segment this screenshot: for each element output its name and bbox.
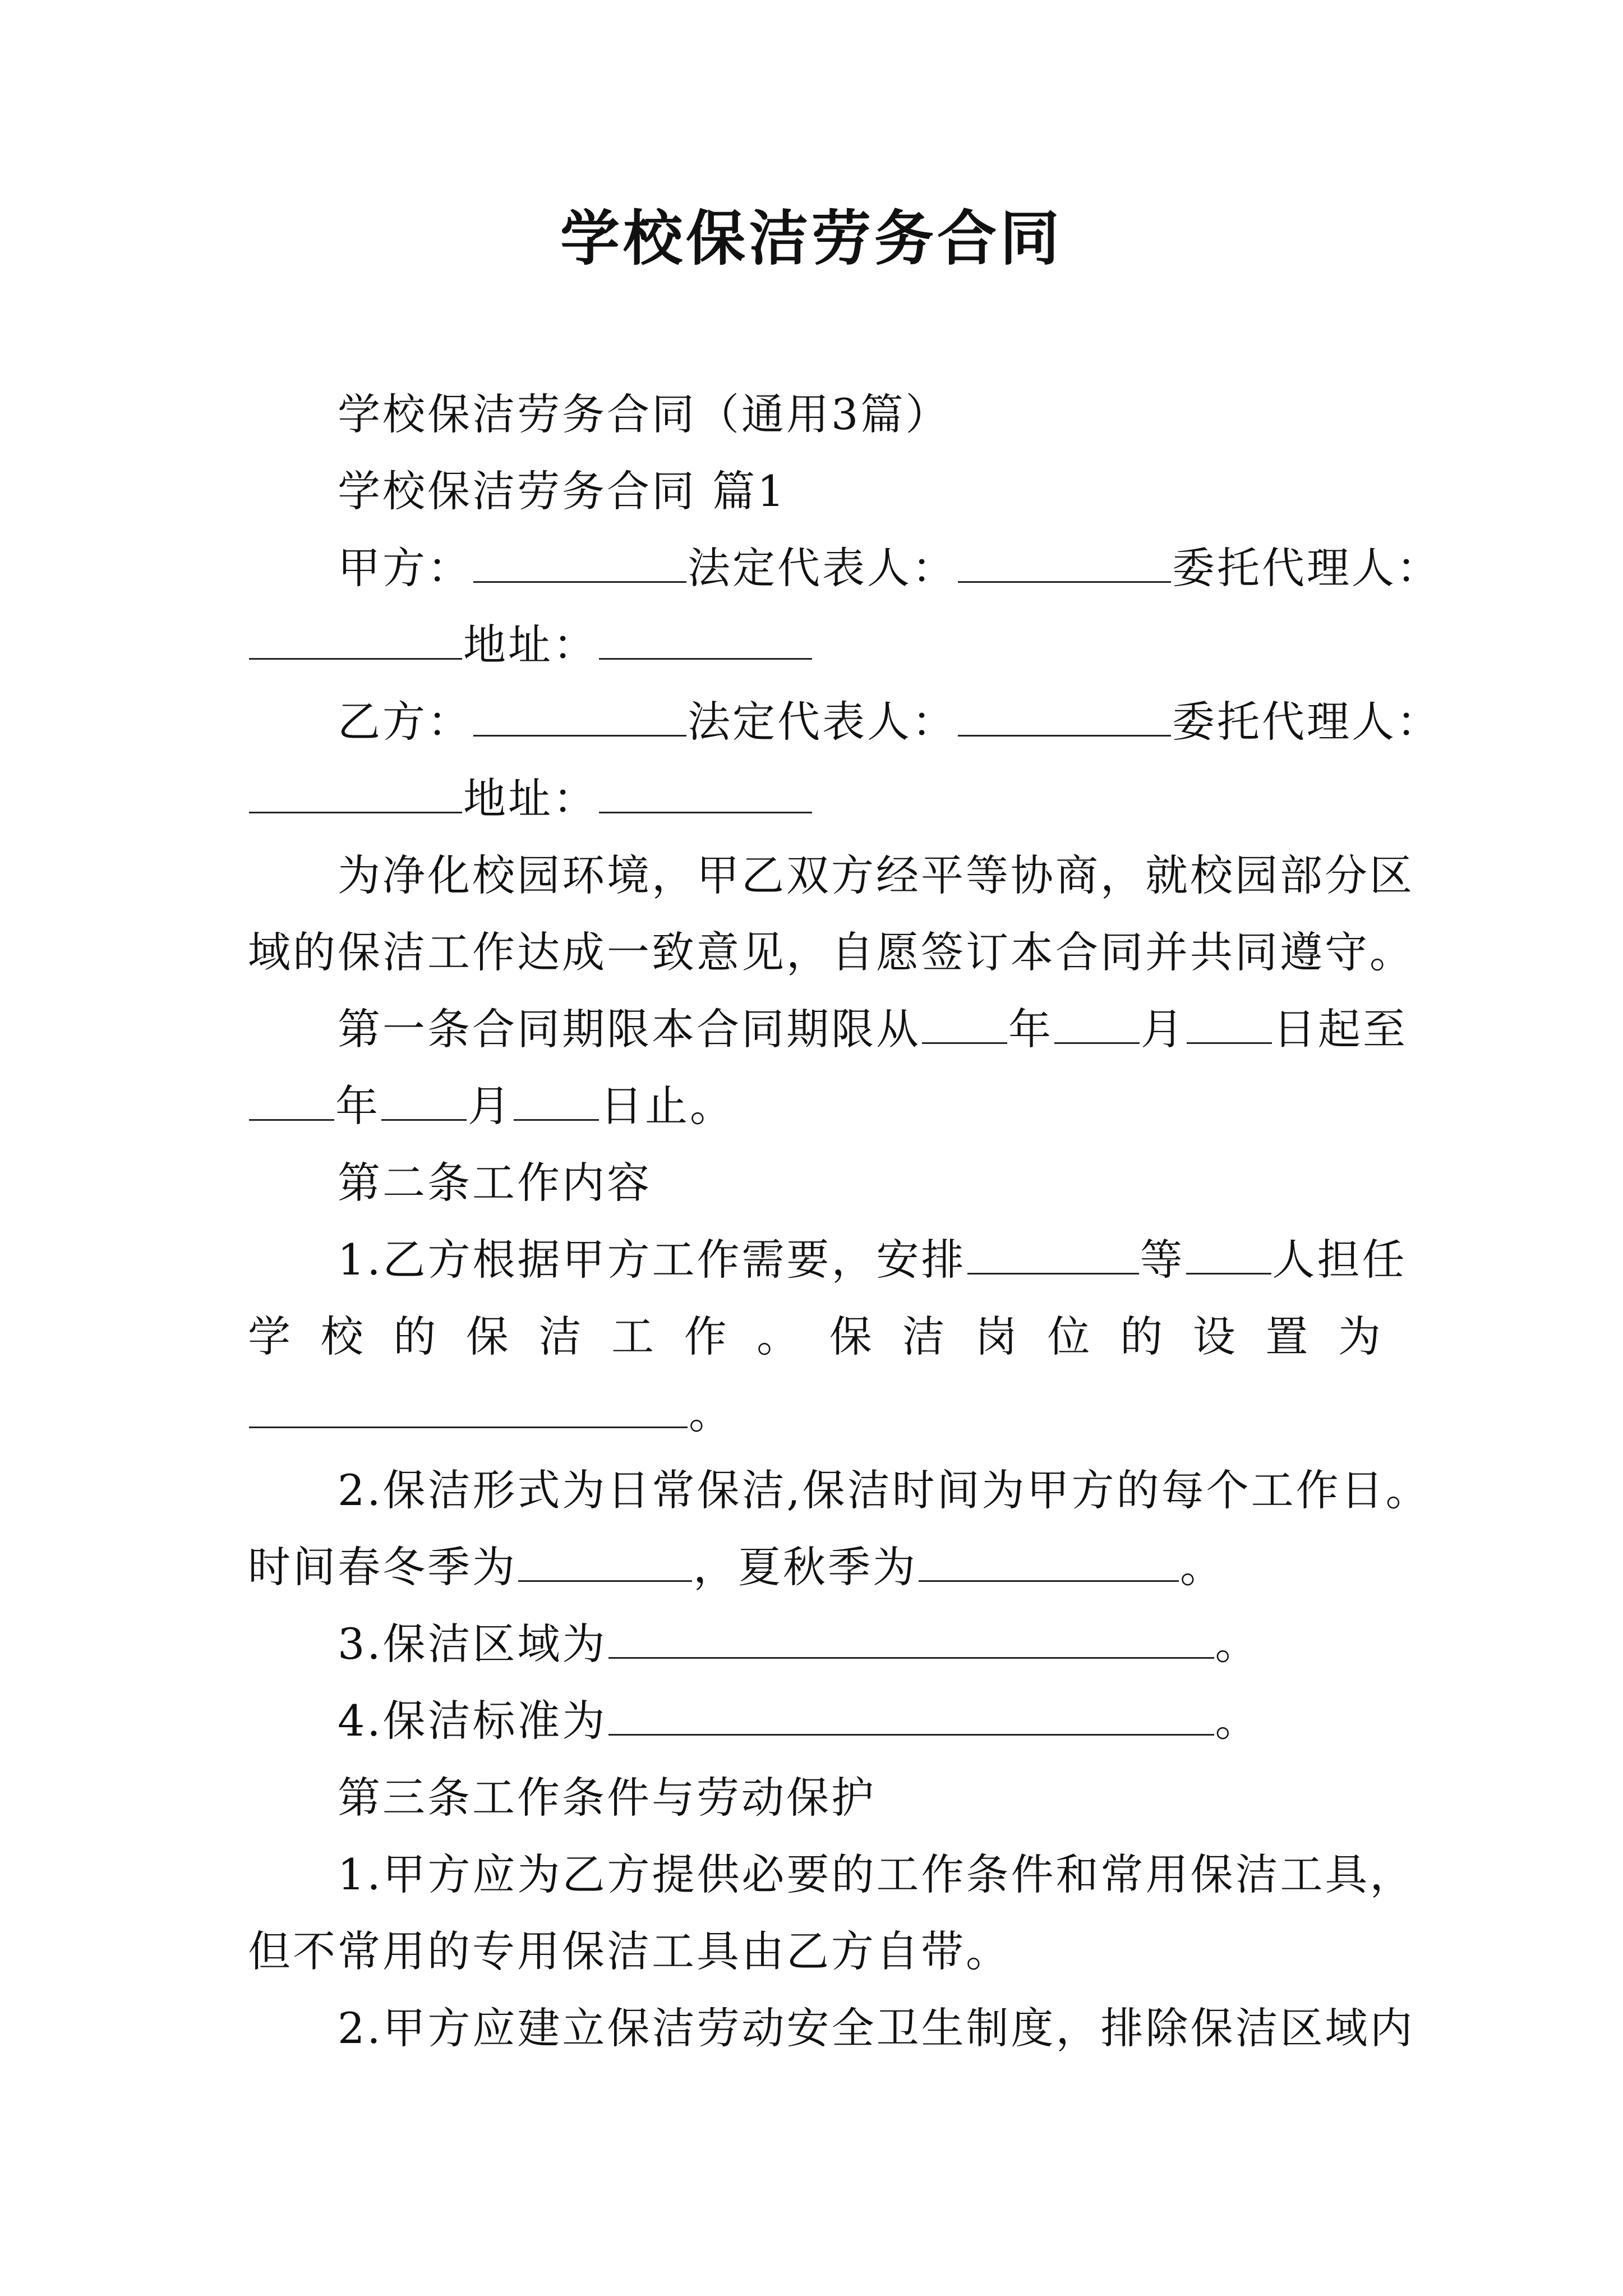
justified-char: 岗 [974, 1312, 1017, 1361]
party-a-name-blank[interactable] [473, 542, 686, 583]
party-a-legal-rep-blank[interactable] [958, 542, 1171, 583]
period-mark: 。 [1215, 1696, 1260, 1746]
justified-char: 洁 [538, 1312, 582, 1361]
party-a-label: 甲方： [338, 543, 472, 593]
party-b-line [248, 683, 1441, 760]
article-1-text: 第一条合同期限本合同期限从 [338, 1004, 921, 1054]
justified-char: 保 [465, 1312, 509, 1361]
summer-hours-blank[interactable] [919, 1541, 1179, 1582]
article-2-item-2-line-1: 2.保洁形式为日常保洁,保洁时间为甲方的每个工作日。 [338, 1465, 1431, 1515]
article-2-item-1-line-1 [248, 1221, 1407, 1298]
document-title: 学校保洁劳务合同 [560, 203, 1063, 273]
preamble-line-2: 域的保洁工作达成一致意见，自愿签订本合同并共同遵守。 [248, 927, 1414, 977]
party-b-legal-rep-blank[interactable] [958, 696, 1171, 737]
justified-char: 学 [248, 1312, 291, 1361]
legal-rep-label: 法定代表人： [688, 543, 957, 593]
article-1-line-2 [248, 1068, 1381, 1144]
justified-char: 保 [829, 1312, 872, 1361]
year-label: 年 [1008, 1004, 1053, 1054]
start-day-blank[interactable] [1187, 1003, 1272, 1044]
justified-char: 的 [393, 1312, 436, 1361]
item-1-text-3: 人担任 [1272, 1235, 1407, 1285]
justified-char: 校 [320, 1312, 363, 1361]
period-mark: 。 [1215, 1619, 1260, 1669]
summer-label: ，夏秋季为 [693, 1542, 917, 1592]
party-a-line [248, 530, 1441, 606]
winter-label: 时间春冬季为 [248, 1542, 517, 1592]
party-a-address-line [248, 606, 1381, 683]
winter-hours-blank[interactable] [518, 1541, 692, 1582]
cleaning-area-blank[interactable] [608, 1618, 1214, 1659]
justified-char: 设 [1192, 1312, 1235, 1361]
end-day-blank[interactable] [514, 1080, 599, 1121]
day-label: 日止。 [600, 1081, 735, 1131]
article-3-item-1-line-1: 1.甲方应为乙方提供必要的工作条件和常用保洁工具， [338, 1849, 1415, 1899]
period-mark: 。 [689, 1388, 734, 1438]
justified-char: 置 [1265, 1312, 1308, 1361]
party-b-address-blank[interactable] [599, 772, 812, 813]
justified-char: 的 [1120, 1312, 1163, 1361]
party-b-label: 乙方： [338, 697, 472, 747]
period-mark: 。 [1180, 1542, 1225, 1592]
month-label: 月 [1141, 1004, 1186, 1054]
party-a-address-blank[interactable] [599, 619, 812, 660]
agent-label: 委托代理人： [1172, 543, 1441, 593]
standard-label: 4.保洁标准为 [338, 1696, 607, 1746]
year-label: 年 [335, 1081, 380, 1131]
document-body [248, 376, 1441, 2067]
article-3-heading: 第三条工作条件与劳动保护 [338, 1773, 876, 1823]
article-1-line-1 [248, 991, 1408, 1068]
address-label: 地址： [463, 620, 598, 670]
preamble-line-1: 为净化校园环境，甲乙双方经平等协商，就校园部分区 [338, 850, 1414, 900]
month-label: 月 [468, 1081, 513, 1131]
cleaning-standard-blank[interactable] [608, 1695, 1214, 1736]
justified-char: 洁 [902, 1312, 945, 1361]
justified-char: 作 [684, 1312, 727, 1361]
party-a-agent-blank[interactable] [249, 619, 462, 660]
item-1-text: 1.乙方根据甲方工作需要，安排 [338, 1235, 966, 1285]
agent-label: 委托代理人： [1172, 697, 1441, 747]
article-2-heading: 第二条工作内容 [338, 1158, 652, 1208]
article-2-item-4 [248, 1682, 1381, 1759]
article-2-item-1-line-3 [248, 1375, 1381, 1452]
justified-char: 为 [1338, 1312, 1381, 1361]
article-3-item-1-line-2: 但不常用的专用保洁工具由乙方自带。 [248, 1926, 1011, 1976]
staff-count-blank[interactable] [1186, 1234, 1271, 1274]
end-month-blank[interactable] [381, 1080, 467, 1121]
article-2-item-1-line-2 [248, 1298, 1381, 1375]
item-1-text-2: 等 [1140, 1235, 1185, 1285]
paragraph-subtitle: 学校保洁劳务合同（通用3篇） [338, 389, 951, 439]
section-heading: 学校保洁劳务合同 篇1 [338, 466, 787, 516]
staff-names-blank[interactable] [967, 1234, 1139, 1274]
justified-char: 。 [757, 1312, 800, 1361]
article-3-item-2-line-1: 2.甲方应建立保洁劳动安全卫生制度，排除保洁区域内 [338, 2003, 1415, 2053]
legal-rep-label: 法定代表人： [688, 697, 957, 747]
start-month-blank[interactable] [1054, 1003, 1140, 1044]
party-b-agent-blank[interactable] [249, 772, 462, 813]
end-year-blank[interactable] [249, 1080, 334, 1121]
area-label: 3.保洁区域为 [338, 1619, 607, 1669]
article-2-item-2-line-2 [248, 1529, 1381, 1605]
start-year-blank[interactable] [922, 1003, 1007, 1044]
day-label: 日起至 [1273, 1004, 1408, 1054]
address-label: 地址： [463, 774, 598, 823]
justified-char: 位 [1047, 1312, 1090, 1361]
positions-blank[interactable] [249, 1387, 688, 1428]
justified-char: 工 [611, 1312, 654, 1361]
party-b-address-line [248, 760, 1381, 837]
party-b-name-blank[interactable] [473, 696, 686, 737]
article-2-item-3 [248, 1605, 1381, 1682]
